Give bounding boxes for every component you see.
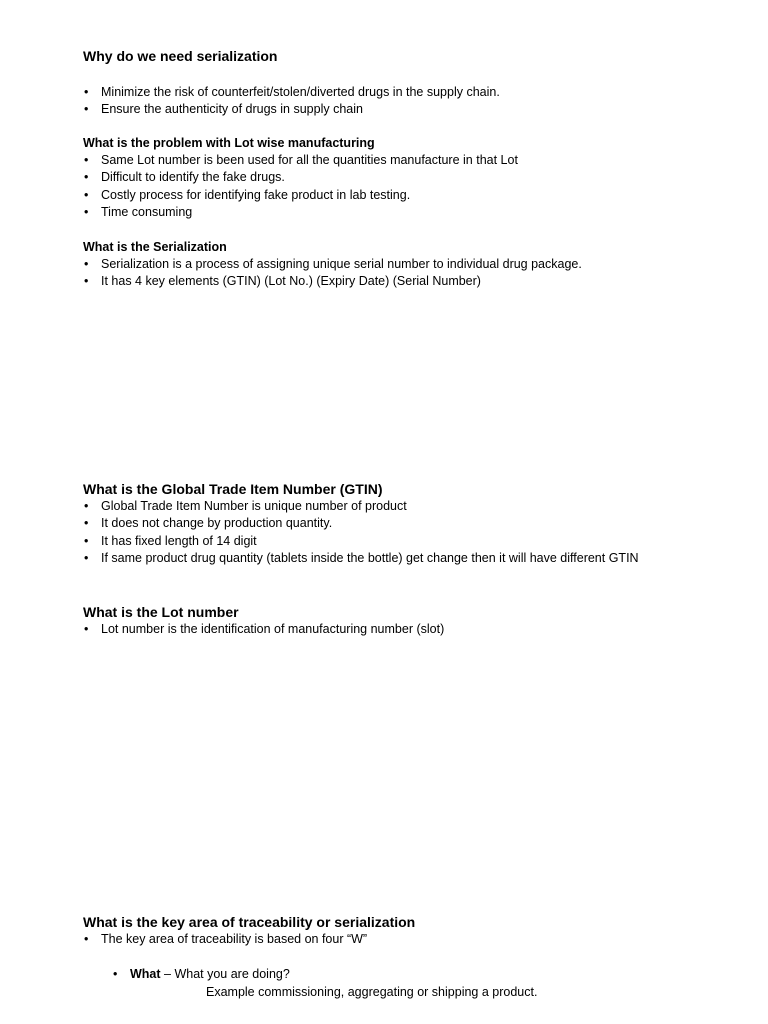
bullet-list <box>83 84 748 119</box>
section-gtin <box>83 480 748 568</box>
bullet-icon: • <box>84 499 89 513</box>
bullet-icon: • <box>84 153 89 167</box>
bullet-icon: • <box>84 551 89 566</box>
section-lot-problem <box>83 135 748 222</box>
list-item: • Ensure the authenticity of drugs in supply chain <box>83 101 748 118</box>
bullet-icon: • <box>84 170 89 185</box>
w-example: Example commissioning, aggregating or shipping a product. <box>206 985 538 1000</box>
bullet-icon: • <box>84 932 89 946</box>
section-why-serialization <box>83 47 748 119</box>
list-item: • Global Trade Item Number is unique number of product <box>83 498 748 515</box>
bullet-icon: • <box>113 967 118 982</box>
list-item: • It has 4 key elements (GTIN) (Lot No.) (Expiry Date) (Serial Number) <box>83 273 748 290</box>
list-item: • Serialization is a process of assigning unique serial number to individual drug package. <box>83 256 748 273</box>
w-term: What <box>130 967 161 982</box>
list-item: • The key area of traceability is based on four “W” <box>83 931 748 948</box>
bullet-list <box>83 498 748 568</box>
heading-what-serialization: What is the Serialization <box>83 240 227 254</box>
section-lot-number <box>83 603 748 638</box>
w-item-what <box>83 965 748 983</box>
bullet-icon: • <box>84 205 89 220</box>
bullet-list <box>83 152 748 222</box>
list-item: • Difficult to identify the fake drugs. <box>83 169 748 186</box>
bullet-list <box>83 256 748 291</box>
list-item: • It does not change by production quantity. <box>83 515 748 532</box>
heading-lot-number: What is the Lot number <box>83 604 239 620</box>
bullet-icon: • <box>84 85 89 99</box>
list-item: • Lot number is the identification of manufacturing number (slot) <box>83 621 748 638</box>
list-item: • Same Lot number is been used for all the quantities manufacture in that Lot <box>83 152 748 169</box>
list-item: • Time consuming <box>83 204 748 221</box>
bullet-list <box>83 621 748 638</box>
bullet-icon: • <box>84 257 89 271</box>
list-item: • It has fixed length of 14 digit <box>83 533 748 550</box>
list-item: • Minimize the risk of counterfeit/stolen/diverted drugs in the supply chain. <box>83 84 748 101</box>
bullet-icon: • <box>84 533 89 548</box>
heading-why-serialization: Why do we need serialization <box>83 48 278 64</box>
heading-traceability: What is the key area of traceability or serialization <box>83 914 416 930</box>
list-item: • If same product drug quantity (tablets inside the bottle) get change then it will have different GTIN <box>83 550 748 567</box>
bullet-icon: • <box>84 187 89 202</box>
bullet-icon: • <box>84 622 89 636</box>
bullet-icon: • <box>84 274 89 289</box>
w-desc: – What you are doing? <box>160 967 290 982</box>
bullet-icon: • <box>84 516 89 531</box>
list-item: • Costly process for identifying fake product in lab testing. <box>83 187 748 204</box>
bullet-list <box>83 931 748 948</box>
heading-lot-problem: What is the problem with Lot wise manufacturing <box>83 136 375 150</box>
section-what-serialization <box>83 239 748 291</box>
section-traceability <box>83 913 748 1001</box>
heading-gtin: What is the Global Trade Item Number (GTIN) <box>83 481 383 497</box>
bullet-icon: • <box>84 102 89 117</box>
